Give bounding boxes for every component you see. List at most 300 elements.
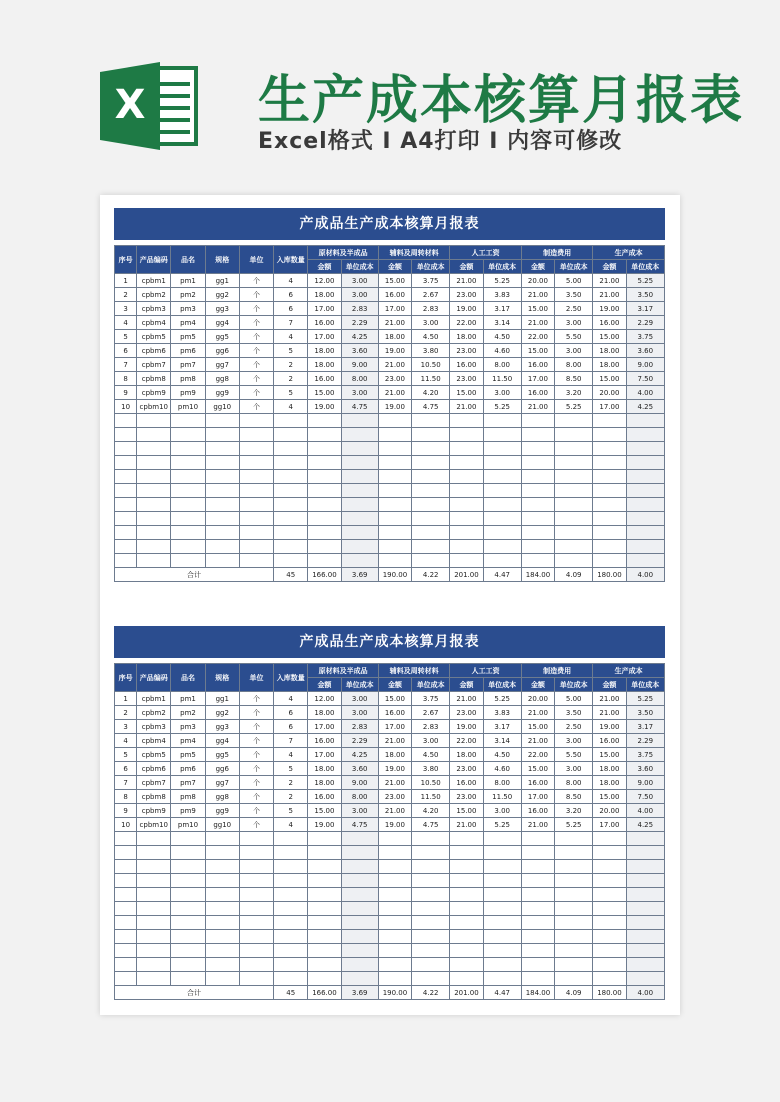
table-cell[interactable] — [521, 470, 554, 484]
table-cell[interactable] — [521, 540, 554, 554]
table-cell[interactable]: 个 — [239, 288, 273, 302]
table-cell[interactable]: 3.00 — [412, 316, 450, 330]
table-cell[interactable] — [205, 916, 239, 930]
table-cell[interactable] — [115, 916, 137, 930]
table-cell[interactable]: 21.00 — [378, 804, 411, 818]
table-cell[interactable] — [412, 930, 450, 944]
table-cell[interactable] — [137, 916, 171, 930]
table-cell[interactable]: 17.00 — [593, 400, 626, 414]
table-cell[interactable] — [555, 972, 593, 986]
table-cell[interactable]: 个 — [239, 302, 273, 316]
table-cell[interactable]: 3.00 — [412, 734, 450, 748]
table-cell[interactable]: gg2 — [205, 706, 239, 720]
table-cell[interactable] — [308, 930, 341, 944]
table-cell[interactable]: gg4 — [205, 734, 239, 748]
table-cell[interactable] — [115, 944, 137, 958]
table-cell[interactable] — [239, 846, 273, 860]
table-cell[interactable] — [171, 930, 205, 944]
table-cell[interactable]: 4.20 — [412, 386, 450, 400]
table-cell[interactable] — [555, 554, 593, 568]
table-cell[interactable] — [450, 554, 483, 568]
table-cell[interactable] — [521, 428, 554, 442]
table-cell[interactable] — [205, 944, 239, 958]
table-cell[interactable]: pm8 — [171, 790, 205, 804]
table-cell[interactable] — [137, 414, 171, 428]
table-cell[interactable]: cpbm6 — [137, 344, 171, 358]
table-cell[interactable] — [205, 832, 239, 846]
table-cell[interactable]: 3.17 — [483, 720, 521, 734]
table-cell[interactable] — [483, 944, 521, 958]
table-cell[interactable] — [274, 944, 308, 958]
table-cell[interactable]: 15.00 — [308, 386, 341, 400]
table-cell[interactable]: 8.00 — [555, 358, 593, 372]
table-cell[interactable]: 21.00 — [450, 400, 483, 414]
table-cell[interactable] — [308, 456, 341, 470]
table-cell[interactable] — [521, 874, 554, 888]
table-cell[interactable] — [308, 832, 341, 846]
table-cell[interactable]: 6 — [115, 344, 137, 358]
table-cell[interactable] — [412, 958, 450, 972]
table-cell[interactable] — [450, 442, 483, 456]
table-cell[interactable]: 21.00 — [450, 274, 483, 288]
table-cell[interactable] — [239, 414, 273, 428]
table-cell[interactable] — [626, 498, 664, 512]
table-cell[interactable] — [412, 540, 450, 554]
table-cell[interactable] — [483, 916, 521, 930]
table-cell[interactable]: 4.75 — [341, 400, 378, 414]
table-cell[interactable] — [341, 498, 378, 512]
table-cell[interactable] — [137, 540, 171, 554]
table-cell[interactable] — [626, 554, 664, 568]
table-cell[interactable]: 18.00 — [450, 330, 483, 344]
table-cell[interactable] — [378, 456, 411, 470]
table-cell[interactable] — [555, 456, 593, 470]
table-cell[interactable] — [239, 456, 273, 470]
table-cell[interactable] — [450, 972, 483, 986]
table-cell[interactable]: 7 — [274, 316, 308, 330]
table-cell[interactable]: 16.00 — [450, 358, 483, 372]
table-cell[interactable]: gg1 — [205, 274, 239, 288]
table-cell[interactable]: 5.00 — [555, 274, 593, 288]
table-cell[interactable]: 21.00 — [593, 692, 626, 706]
table-cell[interactable]: 19.00 — [308, 818, 341, 832]
table-cell[interactable] — [626, 456, 664, 470]
table-cell[interactable]: 2.83 — [412, 302, 450, 316]
table-cell[interactable] — [483, 484, 521, 498]
table-cell[interactable]: 9.00 — [341, 358, 378, 372]
table-cell[interactable] — [239, 888, 273, 902]
table-cell[interactable]: 个 — [239, 316, 273, 330]
table-cell[interactable] — [308, 958, 341, 972]
table-cell[interactable] — [378, 512, 411, 526]
table-cell[interactable] — [450, 414, 483, 428]
table-cell[interactable]: 4.25 — [626, 818, 664, 832]
table-cell[interactable] — [239, 512, 273, 526]
table-cell[interactable] — [274, 554, 308, 568]
table-cell[interactable]: 21.00 — [378, 316, 411, 330]
table-cell[interactable]: 个 — [239, 358, 273, 372]
table-cell[interactable] — [450, 498, 483, 512]
table-cell[interactable]: 2 — [115, 288, 137, 302]
table-cell[interactable] — [137, 470, 171, 484]
table-cell[interactable]: 个 — [239, 818, 273, 832]
table-cell[interactable] — [171, 860, 205, 874]
table-cell[interactable] — [555, 428, 593, 442]
table-cell[interactable] — [555, 498, 593, 512]
table-cell[interactable] — [555, 470, 593, 484]
table-cell[interactable] — [378, 930, 411, 944]
table-cell[interactable] — [341, 456, 378, 470]
table-cell[interactable]: 2.29 — [341, 316, 378, 330]
table-cell[interactable]: 3.00 — [555, 762, 593, 776]
table-cell[interactable] — [412, 470, 450, 484]
table-cell[interactable]: 3.83 — [483, 288, 521, 302]
table-cell[interactable]: 15.00 — [593, 790, 626, 804]
table-cell[interactable]: 3.80 — [412, 762, 450, 776]
table-cell[interactable] — [593, 428, 626, 442]
table-cell[interactable]: 3.83 — [483, 706, 521, 720]
table-cell[interactable] — [378, 944, 411, 958]
table-cell[interactable]: 15.00 — [308, 804, 341, 818]
table-cell[interactable] — [593, 860, 626, 874]
table-cell[interactable]: 12.00 — [308, 692, 341, 706]
table-cell[interactable]: 18.00 — [308, 344, 341, 358]
table-cell[interactable]: gg7 — [205, 776, 239, 790]
table-cell[interactable] — [593, 958, 626, 972]
table-cell[interactable] — [450, 874, 483, 888]
table-cell[interactable]: pm5 — [171, 748, 205, 762]
table-cell[interactable]: 3.75 — [412, 692, 450, 706]
table-cell[interactable] — [450, 832, 483, 846]
table-cell[interactable]: 11.50 — [412, 790, 450, 804]
table-cell[interactable]: 16.00 — [521, 386, 554, 400]
table-cell[interactable]: 23.00 — [450, 288, 483, 302]
table-cell[interactable] — [593, 944, 626, 958]
table-cell[interactable]: 23.00 — [378, 372, 411, 386]
table-cell[interactable]: 10.50 — [412, 358, 450, 372]
table-cell[interactable]: pm9 — [171, 804, 205, 818]
table-cell[interactable]: 8.50 — [555, 372, 593, 386]
table-cell[interactable] — [137, 944, 171, 958]
table-cell[interactable] — [593, 442, 626, 456]
table-cell[interactable] — [450, 540, 483, 554]
table-cell[interactable] — [205, 874, 239, 888]
table-cell[interactable]: 5.25 — [555, 400, 593, 414]
table-cell[interactable] — [171, 874, 205, 888]
table-cell[interactable]: 3.60 — [626, 344, 664, 358]
table-cell[interactable] — [308, 428, 341, 442]
table-cell[interactable] — [308, 944, 341, 958]
table-cell[interactable] — [341, 470, 378, 484]
table-cell[interactable]: pm7 — [171, 358, 205, 372]
table-cell[interactable] — [205, 526, 239, 540]
table-cell[interactable]: 10.50 — [412, 776, 450, 790]
table-cell[interactable]: 21.00 — [521, 288, 554, 302]
table-cell[interactable] — [205, 414, 239, 428]
table-cell[interactable] — [137, 456, 171, 470]
table-cell[interactable]: 15.00 — [593, 748, 626, 762]
table-cell[interactable]: 5.25 — [555, 818, 593, 832]
table-cell[interactable] — [205, 902, 239, 916]
table-cell[interactable]: gg5 — [205, 748, 239, 762]
table-cell[interactable] — [626, 470, 664, 484]
table-cell[interactable] — [626, 540, 664, 554]
table-cell[interactable] — [483, 512, 521, 526]
table-cell[interactable] — [378, 916, 411, 930]
table-cell[interactable]: 2.50 — [555, 720, 593, 734]
table-cell[interactable]: cpbm9 — [137, 804, 171, 818]
table-cell[interactable]: 3 — [115, 302, 137, 316]
table-cell[interactable]: 19.00 — [593, 720, 626, 734]
table-cell[interactable]: 21.00 — [521, 706, 554, 720]
table-cell[interactable]: 17.00 — [378, 302, 411, 316]
table-cell[interactable]: 3.00 — [341, 386, 378, 400]
table-cell[interactable] — [308, 526, 341, 540]
table-cell[interactable] — [412, 498, 450, 512]
table-cell[interactable] — [308, 512, 341, 526]
table-cell[interactable]: 21.00 — [521, 734, 554, 748]
table-cell[interactable] — [239, 958, 273, 972]
table-cell[interactable] — [626, 442, 664, 456]
table-cell[interactable]: 9.00 — [626, 776, 664, 790]
table-cell[interactable] — [274, 958, 308, 972]
table-cell[interactable]: 17.00 — [308, 330, 341, 344]
table-cell[interactable]: 5 — [274, 344, 308, 358]
table-cell[interactable]: 1 — [115, 692, 137, 706]
table-cell[interactable] — [593, 554, 626, 568]
table-cell[interactable] — [378, 846, 411, 860]
table-cell[interactable] — [274, 832, 308, 846]
table-cell[interactable]: 5 — [274, 804, 308, 818]
table-cell[interactable] — [412, 944, 450, 958]
table-cell[interactable] — [274, 540, 308, 554]
table-cell[interactable] — [274, 860, 308, 874]
table-cell[interactable] — [341, 540, 378, 554]
table-cell[interactable]: 15.00 — [521, 302, 554, 316]
table-cell[interactable] — [115, 902, 137, 916]
table-cell[interactable] — [593, 512, 626, 526]
table-cell[interactable] — [412, 456, 450, 470]
table-cell[interactable] — [171, 832, 205, 846]
table-cell[interactable]: 22.00 — [450, 734, 483, 748]
table-cell[interactable]: 个 — [239, 706, 273, 720]
table-cell[interactable] — [115, 958, 137, 972]
table-cell[interactable] — [412, 902, 450, 916]
table-cell[interactable] — [483, 888, 521, 902]
table-cell[interactable]: 17.00 — [308, 720, 341, 734]
table-cell[interactable]: 3.00 — [341, 804, 378, 818]
table-cell[interactable] — [274, 874, 308, 888]
table-cell[interactable]: 4.25 — [626, 400, 664, 414]
table-cell[interactable] — [171, 456, 205, 470]
table-cell[interactable]: 22.00 — [521, 748, 554, 762]
table-cell[interactable] — [341, 414, 378, 428]
table-cell[interactable]: 20.00 — [593, 386, 626, 400]
table-cell[interactable]: 3 — [115, 720, 137, 734]
table-cell[interactable] — [205, 860, 239, 874]
table-cell[interactable]: pm6 — [171, 344, 205, 358]
table-cell[interactable] — [378, 832, 411, 846]
table-cell[interactable]: gg8 — [205, 790, 239, 804]
table-cell[interactable] — [521, 832, 554, 846]
table-cell[interactable] — [171, 414, 205, 428]
table-cell[interactable]: 8 — [115, 790, 137, 804]
table-cell[interactable]: cpbm5 — [137, 330, 171, 344]
table-cell[interactable] — [378, 484, 411, 498]
table-cell[interactable] — [308, 874, 341, 888]
table-cell[interactable] — [555, 958, 593, 972]
table-cell[interactable] — [412, 484, 450, 498]
table-cell[interactable]: 5.25 — [483, 818, 521, 832]
table-cell[interactable] — [626, 832, 664, 846]
table-cell[interactable] — [483, 540, 521, 554]
table-cell[interactable] — [171, 958, 205, 972]
table-cell[interactable]: 15.00 — [378, 274, 411, 288]
table-cell[interactable] — [412, 414, 450, 428]
table-cell[interactable] — [308, 972, 341, 986]
table-cell[interactable] — [274, 428, 308, 442]
table-cell[interactable]: 11.50 — [483, 790, 521, 804]
table-cell[interactable] — [274, 930, 308, 944]
table-cell[interactable]: 18.00 — [450, 748, 483, 762]
table-cell[interactable]: gg10 — [205, 400, 239, 414]
table-cell[interactable]: 4.60 — [483, 344, 521, 358]
table-cell[interactable]: 12.00 — [308, 274, 341, 288]
table-cell[interactable] — [378, 958, 411, 972]
table-cell[interactable]: gg9 — [205, 804, 239, 818]
table-cell[interactable] — [341, 554, 378, 568]
table-cell[interactable]: pm7 — [171, 776, 205, 790]
table-cell[interactable] — [205, 958, 239, 972]
table-cell[interactable]: 19.00 — [308, 400, 341, 414]
table-cell[interactable]: 3.75 — [626, 330, 664, 344]
table-cell[interactable]: 23.00 — [450, 372, 483, 386]
table-cell[interactable]: gg10 — [205, 818, 239, 832]
table-cell[interactable] — [115, 512, 137, 526]
table-cell[interactable]: 个 — [239, 386, 273, 400]
table-cell[interactable]: pm6 — [171, 762, 205, 776]
table-cell[interactable] — [412, 832, 450, 846]
table-cell[interactable] — [171, 484, 205, 498]
table-cell[interactable]: 16.00 — [521, 776, 554, 790]
table-cell[interactable]: 17.00 — [521, 790, 554, 804]
table-cell[interactable] — [137, 972, 171, 986]
table-cell[interactable]: 3.50 — [626, 288, 664, 302]
table-cell[interactable] — [308, 498, 341, 512]
table-cell[interactable]: 18.00 — [308, 358, 341, 372]
table-cell[interactable]: 4.00 — [626, 804, 664, 818]
table-cell[interactable] — [308, 554, 341, 568]
table-cell[interactable] — [378, 498, 411, 512]
table-cell[interactable] — [205, 540, 239, 554]
table-cell[interactable]: 4.50 — [412, 748, 450, 762]
table-cell[interactable] — [308, 860, 341, 874]
table-cell[interactable] — [115, 414, 137, 428]
table-cell[interactable]: 个 — [239, 762, 273, 776]
table-cell[interactable] — [378, 860, 411, 874]
table-cell[interactable] — [483, 902, 521, 916]
table-cell[interactable]: 4 — [274, 818, 308, 832]
table-cell[interactable] — [137, 902, 171, 916]
table-cell[interactable]: 15.00 — [450, 386, 483, 400]
table-cell[interactable]: 4 — [115, 316, 137, 330]
table-cell[interactable]: 7.50 — [626, 790, 664, 804]
table-cell[interactable] — [341, 832, 378, 846]
table-cell[interactable] — [555, 540, 593, 554]
table-cell[interactable] — [341, 888, 378, 902]
table-cell[interactable]: 4.25 — [341, 748, 378, 762]
table-cell[interactable]: gg1 — [205, 692, 239, 706]
table-cell[interactable] — [341, 526, 378, 540]
table-cell[interactable] — [483, 428, 521, 442]
table-cell[interactable]: 个 — [239, 720, 273, 734]
table-cell[interactable]: cpbm8 — [137, 790, 171, 804]
table-cell[interactable]: 3.00 — [483, 804, 521, 818]
table-cell[interactable] — [239, 442, 273, 456]
table-cell[interactable] — [115, 484, 137, 498]
table-cell[interactable]: 3.20 — [555, 804, 593, 818]
table-cell[interactable] — [593, 930, 626, 944]
table-cell[interactable]: 6 — [274, 706, 308, 720]
table-cell[interactable] — [450, 470, 483, 484]
table-cell[interactable] — [521, 958, 554, 972]
table-cell[interactable]: 19.00 — [378, 344, 411, 358]
table-cell[interactable]: 22.00 — [521, 330, 554, 344]
table-cell[interactable] — [483, 456, 521, 470]
table-cell[interactable] — [137, 874, 171, 888]
table-cell[interactable]: 3.50 — [555, 706, 593, 720]
table-cell[interactable]: 2 — [274, 372, 308, 386]
table-cell[interactable]: cpbm3 — [137, 302, 171, 316]
table-cell[interactable]: gg5 — [205, 330, 239, 344]
table-cell[interactable] — [115, 470, 137, 484]
table-cell[interactable]: pm10 — [171, 400, 205, 414]
table-cell[interactable]: pm2 — [171, 288, 205, 302]
table-cell[interactable] — [308, 916, 341, 930]
table-cell[interactable] — [115, 498, 137, 512]
table-cell[interactable] — [205, 512, 239, 526]
table-cell[interactable] — [171, 512, 205, 526]
table-cell[interactable] — [450, 930, 483, 944]
table-cell[interactable] — [483, 442, 521, 456]
table-cell[interactable]: 15.00 — [521, 720, 554, 734]
table-cell[interactable] — [341, 944, 378, 958]
table-cell[interactable]: 个 — [239, 344, 273, 358]
table-cell[interactable]: 5 — [115, 748, 137, 762]
table-cell[interactable] — [274, 512, 308, 526]
table-cell[interactable]: 8.00 — [555, 776, 593, 790]
table-cell[interactable]: 21.00 — [378, 386, 411, 400]
table-cell[interactable] — [341, 874, 378, 888]
table-cell[interactable]: 4.50 — [483, 330, 521, 344]
table-cell[interactable] — [137, 428, 171, 442]
table-cell[interactable]: 5.25 — [626, 692, 664, 706]
table-cell[interactable] — [412, 860, 450, 874]
table-cell[interactable]: 16.00 — [308, 372, 341, 386]
table-cell[interactable] — [626, 512, 664, 526]
table-cell[interactable] — [171, 846, 205, 860]
table-cell[interactable]: 18.00 — [593, 762, 626, 776]
table-cell[interactable]: 18.00 — [378, 748, 411, 762]
table-cell[interactable]: 9 — [115, 386, 137, 400]
table-cell[interactable] — [521, 456, 554, 470]
table-cell[interactable] — [555, 414, 593, 428]
table-cell[interactable]: 3.00 — [555, 316, 593, 330]
table-cell[interactable] — [137, 860, 171, 874]
table-cell[interactable] — [521, 484, 554, 498]
table-cell[interactable]: 2.83 — [341, 302, 378, 316]
table-cell[interactable] — [593, 888, 626, 902]
